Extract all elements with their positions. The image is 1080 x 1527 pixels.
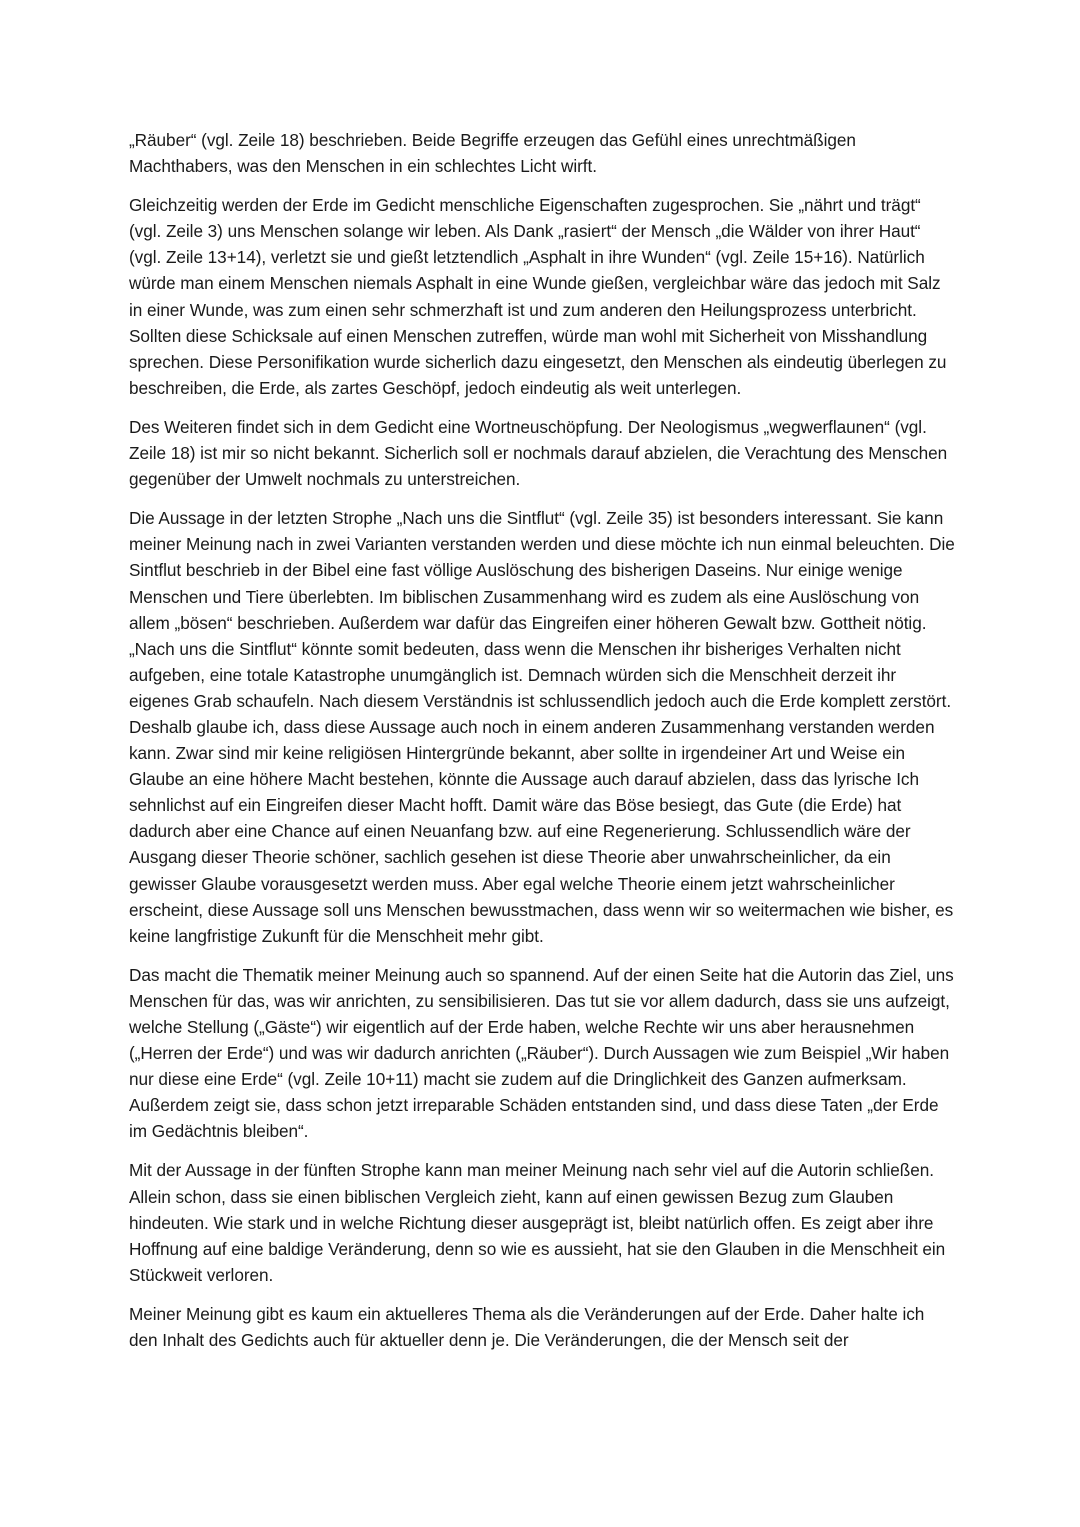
paragraph-5: Das macht die Thematik meiner Meinung auch so spannend. Auf der einen Seite hat die Autorin das Ziel, uns Menschen für das, was wir anrichten, zu sensibilisieren. Das tut sie vor allem dadurch, dass sie uns aufzeigt, welche Stellung („Gäste“) wir eigentlich auf der Erde haben, welche Rechte wir uns aber herausnehmen („Herren der Erde“) und was wir dadurch anrichten („Räuber“). Durch Aussagen wie zum Beispiel „Wir haben nur diese eine Erde“ (vgl. Zeile 10+11) macht sie zudem auf die Dringlichkeit des Ganzen aufmerksam. Außerdem zeigt sie, dass schon jetzt irreparable Schäden entstanden sind, und dass diese Taten „der Erde im Gedächtnis bleiben“. <box>129 964 954 1142</box>
document-page <box>129 127 955 1366</box>
paragraph-1: „Räuber“ (vgl. Zeile 18) beschrieben. Beide Begriffe erzeugen das Gefühl eines unrechtmäßigen Machthabers, was den Menschen in ein schlechtes Licht wirft. <box>129 130 856 177</box>
paragraph-7: Meiner Meinung gibt es kaum ein aktuelleres Thema als die Veränderungen auf der Erde. Daher halte ich den Inhalt des Gedichts auch für aktueller denn je. Die Veränderungen, die der Mensch seit der <box>129 1303 925 1351</box>
paragraph-3: Des Weiteren findet sich in dem Gedicht eine Wortneuschöpfung. Der Neologismus „wegwerflaunen“ (vgl. Zeile 18) ist mir so nicht bekannt. Sicherlich soll er nochmals darauf abzielen, die Verachtung des Menschen gegenüber der Umwelt nochmals zu unterstreichen. <box>129 416 948 490</box>
paragraph-2: Gleichzeitig werden der Erde im Gedicht menschliche Eigenschaften zugesprochen. Sie „nährt und trägt“ (vgl. Zeile 3) uns Menschen solange wir leben. Als Dank „rasiert“ der Mensch „die Wälder von ihrer Haut“ (vgl. Zeile 13+14), verletzt sie und gießt letztendlich „Asphalt in ihre Wunden“ (vgl. Zeile 15+16). Natürlich würde man einem Menschen niemals Asphalt in eine Wunde gießen, vergleichbar wäre das jedoch mit Salz in einer Wunde, was zum einen sehr schmerzhaft ist und zum anderen den Heilungsprozess unterbricht. Sollten diese Schicksale auf einen Menschen zutreffen, würde man wohl mit Sicherheit von Misshandlung sprechen. Diese Personifikation wurde sicherlich dazu eingesetzt, den Menschen als eindeutig überlegen zu beschreiben, die Erde, als zartes Geschöpf, jedoch eindeutig als weit unterlegen. <box>129 195 947 398</box>
paragraph-4: Die Aussage in der letzten Strophe „Nach uns die Sintflut“ (vgl. Zeile 35) ist besonders interessant. Sie kann meiner Meinung nach in zwei Varianten verstanden werden und diese möchte ich nun einmal beleuchten. Die Sintflut beschrieb in der Bibel eine fast völlige Auslöschung des bisherigen Daseins. Nur einige wenige Menschen und Tiere überlebten. Im biblischen Zusammenhang wird es zudem als eine Auslöschung von allem „bösen“ beschrieben. Außerdem war dafür das Eingreifen einer höheren Gewalt bzw. Gottheit nötig. „Nach uns die Sintflut“ könnte somit bedeuten, dass wenn die Menschen ihr bisheriges Verhalten nicht aufgeben, eine totale Katastrophe unumgänglich ist. Demnach würden sich die Menschheit derzeit ihr eigenes Grab schaufeln. Nach diesem Verständnis ist schlussendlich jedoch auch die Erde komplett zerstört. Deshalb glaube ich, dass diese Aussage auch noch in einem anderen Zusammenhang verstanden werden kann. Zwar sind mir keine religiösen Hintergründe bekannt, aber sollte in irgendeiner Art und Weise ein Glaube an eine höhere Macht bestehen, könnte die Aussage auch darauf abzielen, dass das lyrische Ich sehnlichst auf ein Eingreifen dieser Macht hofft. Damit wäre das Böse besiegt, das Gute (die Erde) hat dadurch aber eine Chance auf einen Neuanfang bzw. auf eine Regenerierung. Schlussendlich wäre der Ausgang dieser Theorie schöner, sachlich gesehen ist diese Theorie aber unwahrscheinlicher, da ein gewisser Glaube vorausgesetzt werden muss. Aber egal welche Theorie einem jetzt wahrscheinlicher erscheint, diese Aussage soll uns Menschen bewusstmachen, dass wenn wir so weitermachen wie bisher, es keine langfristige Zukunft für die Menschheit mehr gibt. <box>129 508 955 946</box>
paragraph-6: Mit der Aussage in der fünften Strophe kann man meiner Meinung nach sehr viel auf die Autorin schließen. Allein schon, dass sie einen biblischen Vergleich zieht, kann auf einen gewissen Bezug zum Glauben hindeuten. Wie stark und in welche Richtung dieser ausgeprägt ist, bleibt natürlich offen. Es zeigt aber ihre Hoffnung auf eine baldige Veränderung, denn so wie es aussieht, hat sie den Glauben in die Menschheit ein Stückweit verloren. <box>129 1160 946 1285</box>
